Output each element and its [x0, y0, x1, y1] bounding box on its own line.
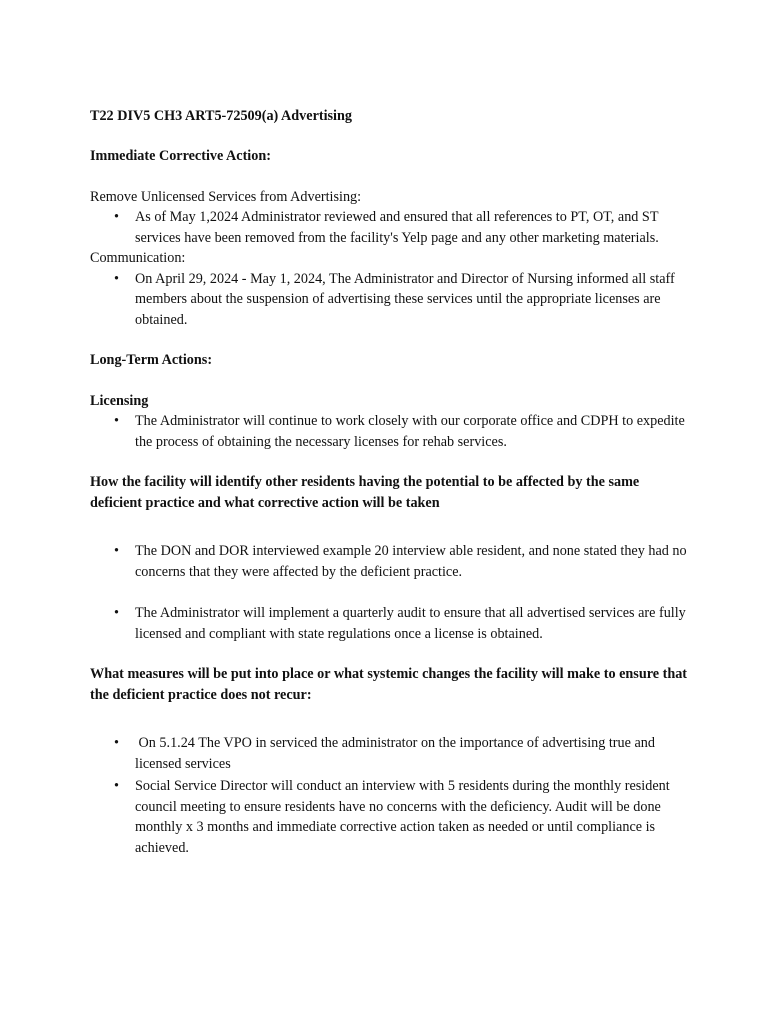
remove-services-list — [90, 207, 690, 248]
bullet-icon: • — [114, 778, 119, 794]
identify-list — [90, 541, 690, 644]
bullet-icon: • — [114, 605, 119, 621]
immediate-action-heading: Immediate Corrective Action: — [90, 148, 271, 164]
long-term-heading: Long-Term Actions: — [90, 352, 213, 368]
list-item-text: The Administrator will implement a quarterly audit to ensure that all advertised services are fully licensed and compliant with state regulations once a license is obtained. — [135, 605, 686, 642]
licensing-list — [90, 411, 690, 452]
remove-services-label: Remove Unlicensed Services from Advertising: — [90, 188, 362, 205]
list-item — [90, 733, 690, 774]
identify-residents-heading: How the facility will identify other residents having the potential to be affected by the same deficient practice and what corrective action will be taken — [90, 474, 640, 511]
bullet-icon: • — [114, 270, 119, 287]
list-item — [90, 776, 690, 858]
communication-label: Communication: — [90, 250, 186, 266]
bullet-icon: • — [114, 413, 119, 429]
list-item — [90, 269, 690, 331]
document-page — [90, 106, 690, 858]
list-item-text: On 5.1.24 The VPO in serviced the administrator on the importance of advertising true and licensed services — [135, 735, 659, 772]
list-item — [90, 603, 690, 644]
communication-list — [90, 269, 690, 331]
list-item — [90, 207, 690, 248]
list-item-text: The Administrator will continue to work closely with our corporate office and CDPH to expedite the process of obtaining the necessary licenses for rehab services. — [135, 413, 685, 450]
list-item-text: The DON and DOR interviewed example 20 interview able resident, and none stated they had no concerns that they were affected by the deficient practice. — [135, 543, 687, 580]
list-item-text: On April 29, 2024 - May 1, 2024, The Administrator and Director of Nursing informed all staff members about the suspension of advertising these services until the appropriate licenses are obtained. — [135, 270, 675, 328]
bullet-icon: • — [114, 209, 119, 225]
licensing-heading: Licensing — [90, 392, 149, 409]
list-item — [90, 541, 690, 582]
list-item — [90, 411, 690, 452]
measures-list — [90, 733, 690, 858]
systemic-measures-heading: What measures will be put into place or what systemic changes the facility will make to ensure that the deficient practice does not recur: — [90, 666, 688, 703]
list-item-text: As of May 1,2024 Administrator reviewed and ensured that all references to PT, OT, and ST services have been removed from the facility's Yelp page and any other marketing materials. — [135, 209, 659, 246]
bullet-icon: • — [114, 735, 119, 751]
bullet-icon: • — [114, 543, 119, 559]
list-item-text: Social Service Director will conduct an interview with 5 residents during the monthly resident council meeting to ensure residents have no concerns with the deficiency. Audit will be done monthly x 3 months and immediate corrective action taken as needed or until compliance is achieved. — [135, 778, 670, 856]
document-title: T22 DIV5 CH3 ART5-72509(a) Advertising — [90, 108, 352, 124]
